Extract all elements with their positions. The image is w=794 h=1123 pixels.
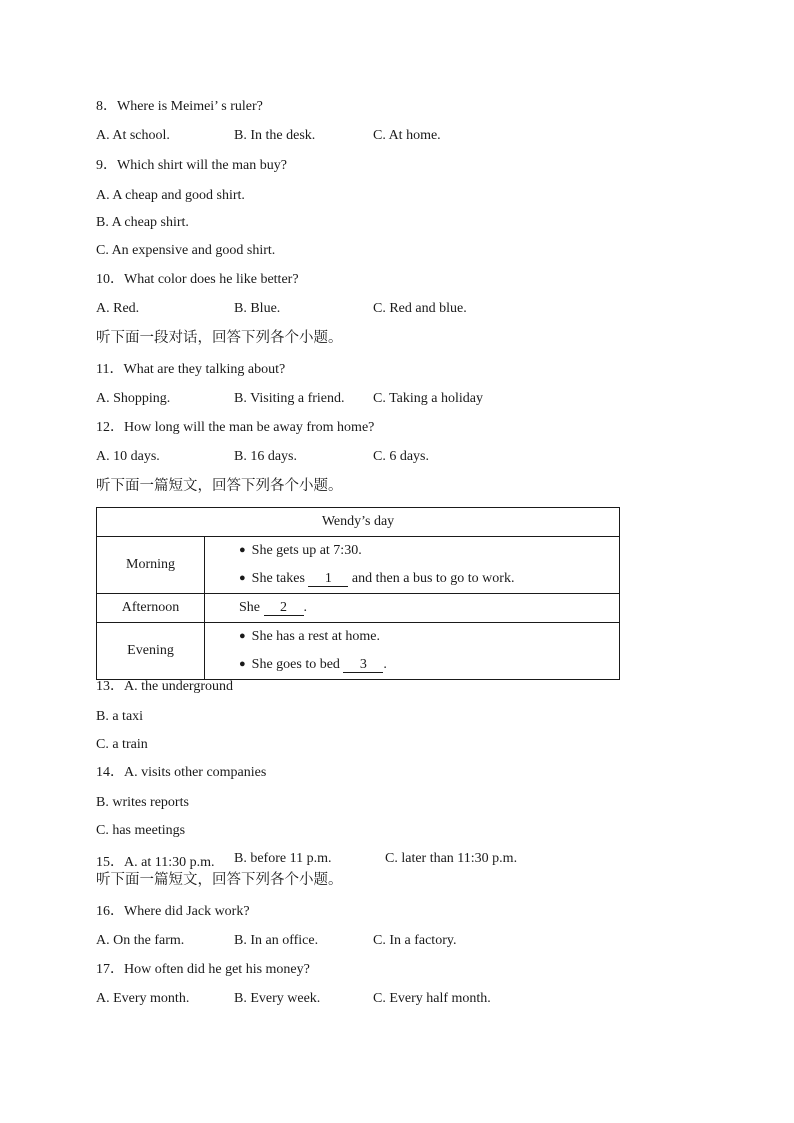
bullet-icon: ● xyxy=(239,572,246,584)
afternoon-cell xyxy=(205,594,620,623)
q16-option-a: A. On the farm. xyxy=(96,933,185,948)
q11-option-c: C. Taking a holiday xyxy=(373,391,483,406)
q14-option-b: B. writes reports xyxy=(96,795,189,810)
question-10: 10．What color does he like better? xyxy=(96,272,299,287)
q17-option-c: C. Every half month. xyxy=(373,991,491,1006)
q9-option-c: C. An expensive and good shirt. xyxy=(96,243,276,258)
bullet-icon: ● xyxy=(239,630,246,642)
question-9: 9．Which shirt will the man buy? xyxy=(96,158,287,173)
morning-cell xyxy=(205,537,620,594)
q9-option-a: A. A cheap and good shirt. xyxy=(96,188,245,203)
q12-option-b: B. 16 days. xyxy=(234,449,297,464)
section-heading-passage-2: 听下面一篇短文，回答下列各个小题。 xyxy=(96,872,343,888)
table-title: Wendy’s day xyxy=(97,508,620,537)
q14-option-c: C. has meetings xyxy=(96,823,186,838)
q11-option-a: A. Shopping. xyxy=(96,391,171,406)
wendys-day-table xyxy=(96,507,620,680)
q10-option-a: A. Red. xyxy=(96,301,140,316)
q9-option-b: B. A cheap shirt. xyxy=(96,215,189,230)
q13-option-c: C. a train xyxy=(96,737,148,752)
q16-option-b: B. In an office. xyxy=(234,933,319,948)
section-heading-passage-1: 听下面一篇短文，回答下列各个小题。 xyxy=(96,478,343,494)
question-16: 16．Where did Jack work? xyxy=(96,904,250,919)
evening-bullet-1: ● She has a rest at home. xyxy=(239,629,380,644)
q13-option-b: B. a taxi xyxy=(96,709,144,724)
row-label-evening: Evening xyxy=(97,623,205,680)
q16-option-c: C. In a factory. xyxy=(373,933,457,948)
blank-2: 2 xyxy=(264,600,304,616)
afternoon-text: She 2 . xyxy=(239,600,307,615)
q13-option-a: 13．A. the underground xyxy=(96,679,233,694)
q10-option-b: B. Blue. xyxy=(234,301,281,316)
morning-bullet-2: ● She takes 1 and then a bus to go to work. xyxy=(239,571,515,586)
blank-1: 1 xyxy=(308,571,348,587)
q15-option-c: C. later than 11:30 p.m. xyxy=(385,851,518,866)
evening-cell xyxy=(205,623,620,680)
q12-option-a: A. 10 days. xyxy=(96,449,160,464)
q14-option-a: 14．A. visits other companies xyxy=(96,765,267,780)
q8-option-b: B. In the desk. xyxy=(234,128,316,143)
question-12: 12．How long will the man be away from home? xyxy=(96,420,375,435)
row-label-morning: Morning xyxy=(97,537,205,594)
q12-option-c: C. 6 days. xyxy=(373,449,429,464)
q15-option-a: 15．A. at 11:30 p.m. xyxy=(96,855,215,870)
row-label-afternoon: Afternoon xyxy=(97,594,205,623)
q17-option-b: B. Every week. xyxy=(234,991,321,1006)
q11-option-b: B. Visiting a friend. xyxy=(234,391,345,406)
question-8: 8．Where is Meimei’ s ruler? xyxy=(96,99,263,114)
q8-option-c: C. At home. xyxy=(373,128,441,143)
q10-option-c: C. Red and blue. xyxy=(373,301,467,316)
q17-option-a: A. Every month. xyxy=(96,991,190,1006)
question-17: 17．How often did he get his money? xyxy=(96,962,310,977)
question-11: 11．What are they talking about? xyxy=(96,362,286,377)
q15-option-b: B. before 11 p.m. xyxy=(234,851,332,866)
morning-bullet-1: ● She gets up at 7:30. xyxy=(239,543,362,558)
q8-option-a: A. At school. xyxy=(96,128,170,143)
bullet-icon: ● xyxy=(239,544,246,556)
blank-3: 3 xyxy=(343,657,383,673)
evening-bullet-2: ● She goes to bed 3 . xyxy=(239,657,387,672)
bullet-icon: ● xyxy=(239,658,246,670)
section-heading-dialogue: 听下面一段对话，回答下列各个小题。 xyxy=(96,330,343,346)
